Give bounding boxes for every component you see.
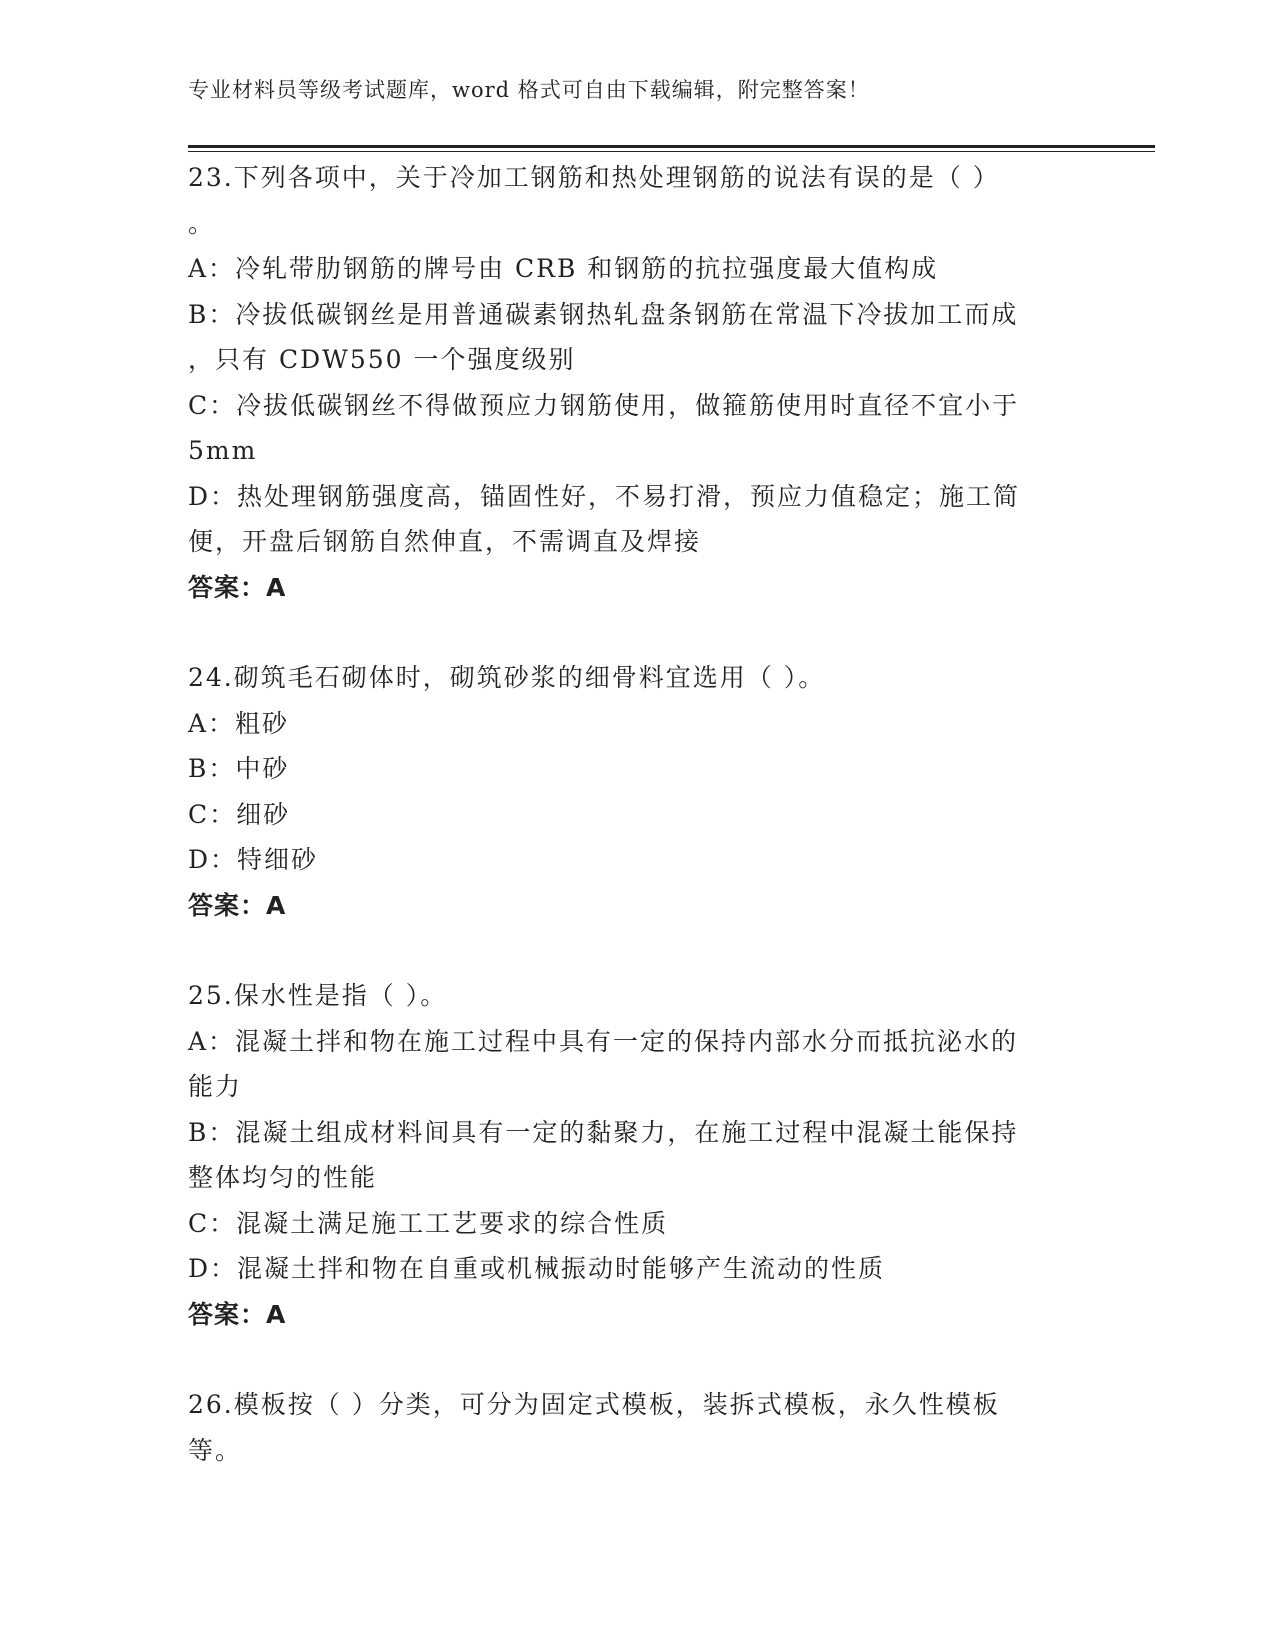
answer-line: 答案：A: [188, 572, 287, 602]
option-d: D：混凝土拌和物在自重或机械振动时能够产生流动的性质: [188, 1254, 886, 1283]
question-stem: 25.保水性是指（ ）。: [188, 981, 448, 1010]
question-stem: 23.下列各项中，关于冷加工钢筋和热处理钢筋的说法有误的是（ ）: [188, 163, 1000, 192]
answer-line: 答案：A: [188, 1299, 287, 1329]
option-b-continued: 整体均匀的性能: [188, 1163, 378, 1192]
option-c: C：混凝土满足施工工艺要求的综合性质: [188, 1208, 669, 1238]
question-25: [188, 973, 1088, 1337]
answer-line: 答案：A: [188, 890, 287, 920]
question-24: [188, 655, 1088, 928]
option-c: C：细砂: [188, 799, 291, 829]
option-a: A：混凝土拌和物在施工过程中具有一定的保持内部水分而抵抗泌水的: [188, 1026, 1019, 1056]
option-a-continued: 能力: [188, 1072, 243, 1101]
question-stem: 26.模板按（ ）分类，可分为固定式模板，装拆式模板，永久性模板: [188, 1390, 1000, 1419]
question-23: [188, 155, 1088, 610]
option-b: B：中砂: [188, 754, 290, 783]
option-a: A：冷轧带肋钢筋的牌号由 CRB 和钢筋的抗拉强度最大值构成: [188, 254, 939, 283]
question-stem-continued: 等。: [188, 1435, 243, 1465]
option-b-continued: ，只有 CDW550 一个强度级别: [188, 345, 576, 374]
option-c-continued: 5mm: [188, 436, 258, 465]
option-d: D：热处理钢筋强度高，锚固性好，不易打滑，预应力值稳定；施工简: [188, 481, 1021, 511]
header-rule-thin: [188, 151, 1155, 152]
header-rule-thick: [188, 145, 1155, 148]
question-stem: 。: [188, 208, 216, 238]
option-c: C：冷拔低碳钢丝不得做预应力钢筋使用，做箍筋使用时直径不宜小于: [188, 390, 1020, 420]
option-b: B：混凝土组成材料间具有一定的黏聚力，在施工过程中混凝土能保持: [188, 1117, 1019, 1147]
option-b: B：冷拔低碳钢丝是用普通碳素钢热轧盘条钢筋在常温下冷拔加工而成: [188, 299, 1019, 329]
option-d: D：特细砂: [188, 845, 319, 874]
question-26: [188, 1382, 1088, 1473]
option-d-continued: 便，开盘后钢筋自然伸直，不需调直及焊接: [188, 527, 702, 556]
option-a: A：粗砂: [188, 708, 290, 738]
question-list: [188, 155, 1088, 1518]
page-header: 专业材料员等级考试题库，word 格式可自由下载编辑，附完整答案！: [188, 78, 870, 102]
question-stem: 24.砌筑毛石砌体时，砌筑砂浆的细骨料宜选用（ ）。: [188, 663, 826, 692]
